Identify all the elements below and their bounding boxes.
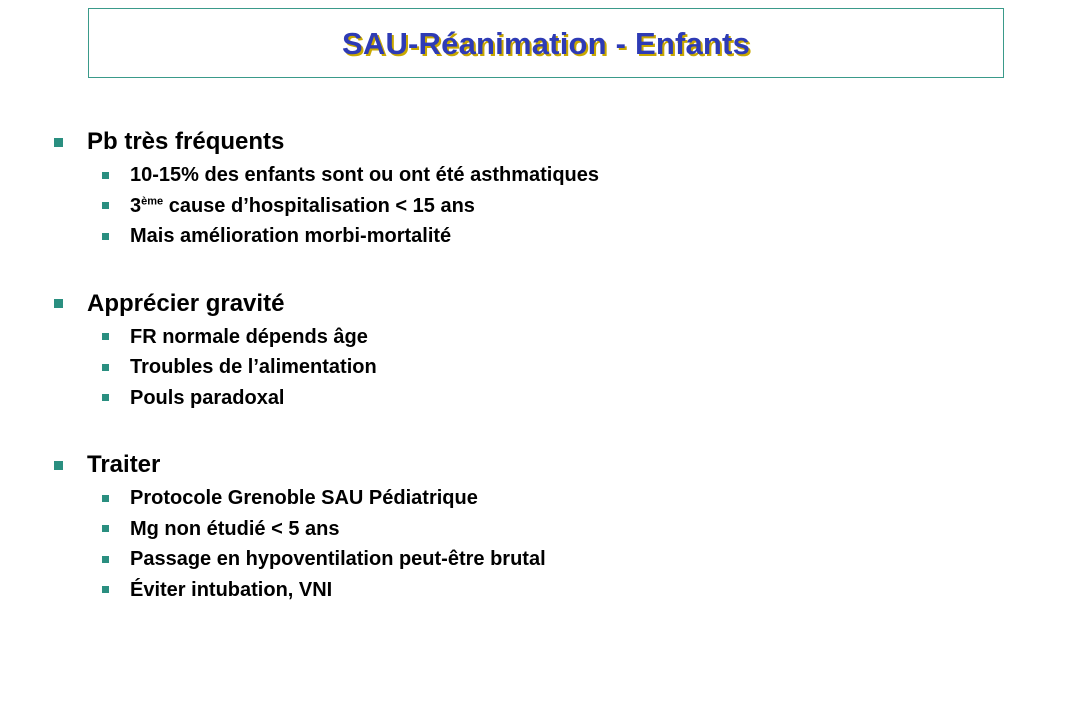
bullet-text: Mais amélioration morbi-mortalité [130,225,452,248]
square-bullet-icon [102,364,109,371]
bullet-item-level1 [54,449,1034,481]
square-bullet-icon [102,525,109,532]
bullet-item-level1 [54,126,1034,158]
square-bullet-icon [102,495,109,502]
bullet-item-level2 [102,544,1034,575]
square-bullet-icon [54,461,63,470]
bullet-text [130,196,475,216]
square-bullet-icon [54,299,63,308]
section-treatment [54,449,1034,605]
title-box [88,8,1004,78]
bullet-item-level1 [54,288,1034,320]
square-bullet-icon [102,172,109,179]
square-bullet-icon [102,233,109,240]
bullet-item-level2 [102,160,1034,191]
ordinal-suffix: ème [141,195,164,208]
bullet-text-rest: cause d’hospitalisation < 15 ans [163,194,475,217]
square-bullet-icon [102,202,109,209]
section-heading: Traiter [87,451,161,478]
bullet-item-level2 [102,575,1034,606]
sub-bullet-list [54,322,1034,414]
bullet-item-level2 [102,514,1034,545]
bullet-item-level2 [102,322,1034,353]
bullet-item-level2 [102,352,1034,383]
bullet-text: 10-15% des enfants sont ou ont été asthmatiques [130,164,599,187]
bullet-text: Passage en hypoventilation peut-être brutal [130,548,546,571]
section-heading: Pb très fréquents [87,128,285,155]
bullet-item-level2 [102,383,1034,414]
bullet-text: Éviter intubation, VNI [130,578,333,601]
section-heading: Apprécier gravité [87,289,285,317]
square-bullet-icon [102,333,109,340]
square-bullet-icon [102,556,109,563]
slide-content [54,126,1034,605]
section-frequency [54,126,1034,252]
sub-bullet-list [54,483,1034,605]
square-bullet-icon [102,394,109,401]
bullet-text: Mg non étudié < 5 ans [130,517,340,540]
bullet-item-level2 [102,221,1034,252]
square-bullet-icon [102,586,109,593]
bullet-item-level2 [102,191,1034,222]
square-bullet-icon [54,138,63,147]
bullet-text: Pouls paradoxal [130,386,285,409]
bullet-text: Protocole Grenoble SAU Pédiatrique [130,487,478,510]
bullet-text: Troubles de l’alimentation [130,356,377,379]
bullet-text: FR normale dépends âge [130,325,368,348]
sub-bullet-list [54,160,1034,252]
ordinal-number: 3 [130,194,142,217]
slide-title: SAU-Réanimation - Enfants [341,25,751,61]
section-severity [54,288,1034,414]
bullet-item-level2 [102,483,1034,514]
